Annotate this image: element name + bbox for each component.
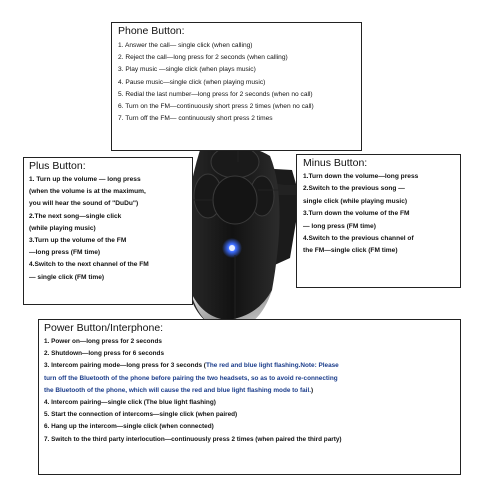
- phone-line: 2. Reject the call—long press for 2 seconds (when calling): [118, 54, 288, 62]
- power-line-3-close: ): [311, 386, 314, 394]
- power-line-2: 2. Shutdown—long press for 6 seconds: [44, 350, 165, 358]
- plus-line: (while playing music): [29, 224, 96, 232]
- phone-line: 3. Play music —single click (when plays music): [118, 66, 256, 74]
- power-line-3-note-end-text: the Bluetooth of the phone, which will cause the red and blue light flashing mode to fail.: [44, 386, 311, 394]
- power-line-5: 5. Start the connection of intercoms—single click (when paired): [44, 411, 238, 419]
- plus-button-title: Plus Button:: [29, 160, 86, 172]
- plus-line: 1. Turn up the volume — long press: [29, 176, 141, 183]
- minus-line: single click (while playing music): [303, 197, 408, 205]
- power-line-3: [44, 360, 455, 372]
- phone-button-title: Phone Button:: [118, 25, 185, 37]
- plus-line: you will hear the sound of "DuDu"): [29, 200, 139, 208]
- phone-line: 4. Pause music—single click (when playing music): [118, 78, 266, 86]
- power-line-4: 4. Intercom pairing—single click (The blue light flashing): [44, 399, 216, 407]
- minus-line: 1.Turn down the volume—long press: [303, 173, 419, 180]
- power-button-panel: [38, 319, 461, 475]
- plus-line: (when the volume is at the maximum,: [29, 188, 146, 196]
- power-line-3-text: 3. Intercom pairing mode—long press for 3 seconds (: [44, 362, 206, 370]
- power-line-3-note: The red and blue light flashing.Note: Please: [205, 362, 339, 370]
- power-line-1: 1. Power on—long press for 2 seconds: [44, 338, 162, 345]
- plus-line: 2.The next song—single click: [29, 212, 122, 220]
- phone-line: 1. Answer the call— single click (when calling): [118, 42, 253, 49]
- power-button-title: Power Button/Interphone:: [44, 322, 164, 334]
- plus-line: — single click (FM time): [29, 273, 105, 281]
- minus-line: — long press (FM time): [303, 222, 376, 230]
- plus-line: 4.Switch to the next channel of the FM: [29, 261, 149, 269]
- phone-button-panel: [111, 22, 362, 151]
- minus-line: 2.Switch to the previous song —: [303, 185, 405, 193]
- phone-line: 7. Turn off the FM— continuously short press 2 times: [118, 115, 273, 123]
- power-line-3-note-cont: turn off the Bluetooth of the phone before pairing the two headsets, so as to avoid re-connecting: [44, 374, 338, 382]
- minus-button-panel: [296, 154, 461, 288]
- plus-line: —long press (FM time): [29, 249, 101, 257]
- plus-button-panel: [23, 157, 193, 305]
- minus-line: the FM—single click (FM time): [303, 247, 398, 255]
- power-line-7: 7. Switch to the third party interlocution—continuously press 2 times (when paired the third party): [44, 435, 342, 443]
- minus-line: 4.Switch to the previous channel of: [303, 235, 414, 243]
- phone-line: 5. Redial the last number—long press for 2 seconds (when no call): [118, 90, 313, 98]
- minus-line: 3.Turn down the volume of the FM: [303, 210, 410, 218]
- power-line-6: 6. Hang up the intercom—single click (when connected): [44, 423, 214, 431]
- phone-line: 6. Turn on the FM—continuously short press 2 times (when no call): [118, 103, 314, 111]
- plus-line: 3.Turn up the volume of the FM: [29, 237, 127, 245]
- minus-button-title: Minus Button:: [303, 157, 368, 169]
- power-line-3-note-end: [44, 385, 455, 397]
